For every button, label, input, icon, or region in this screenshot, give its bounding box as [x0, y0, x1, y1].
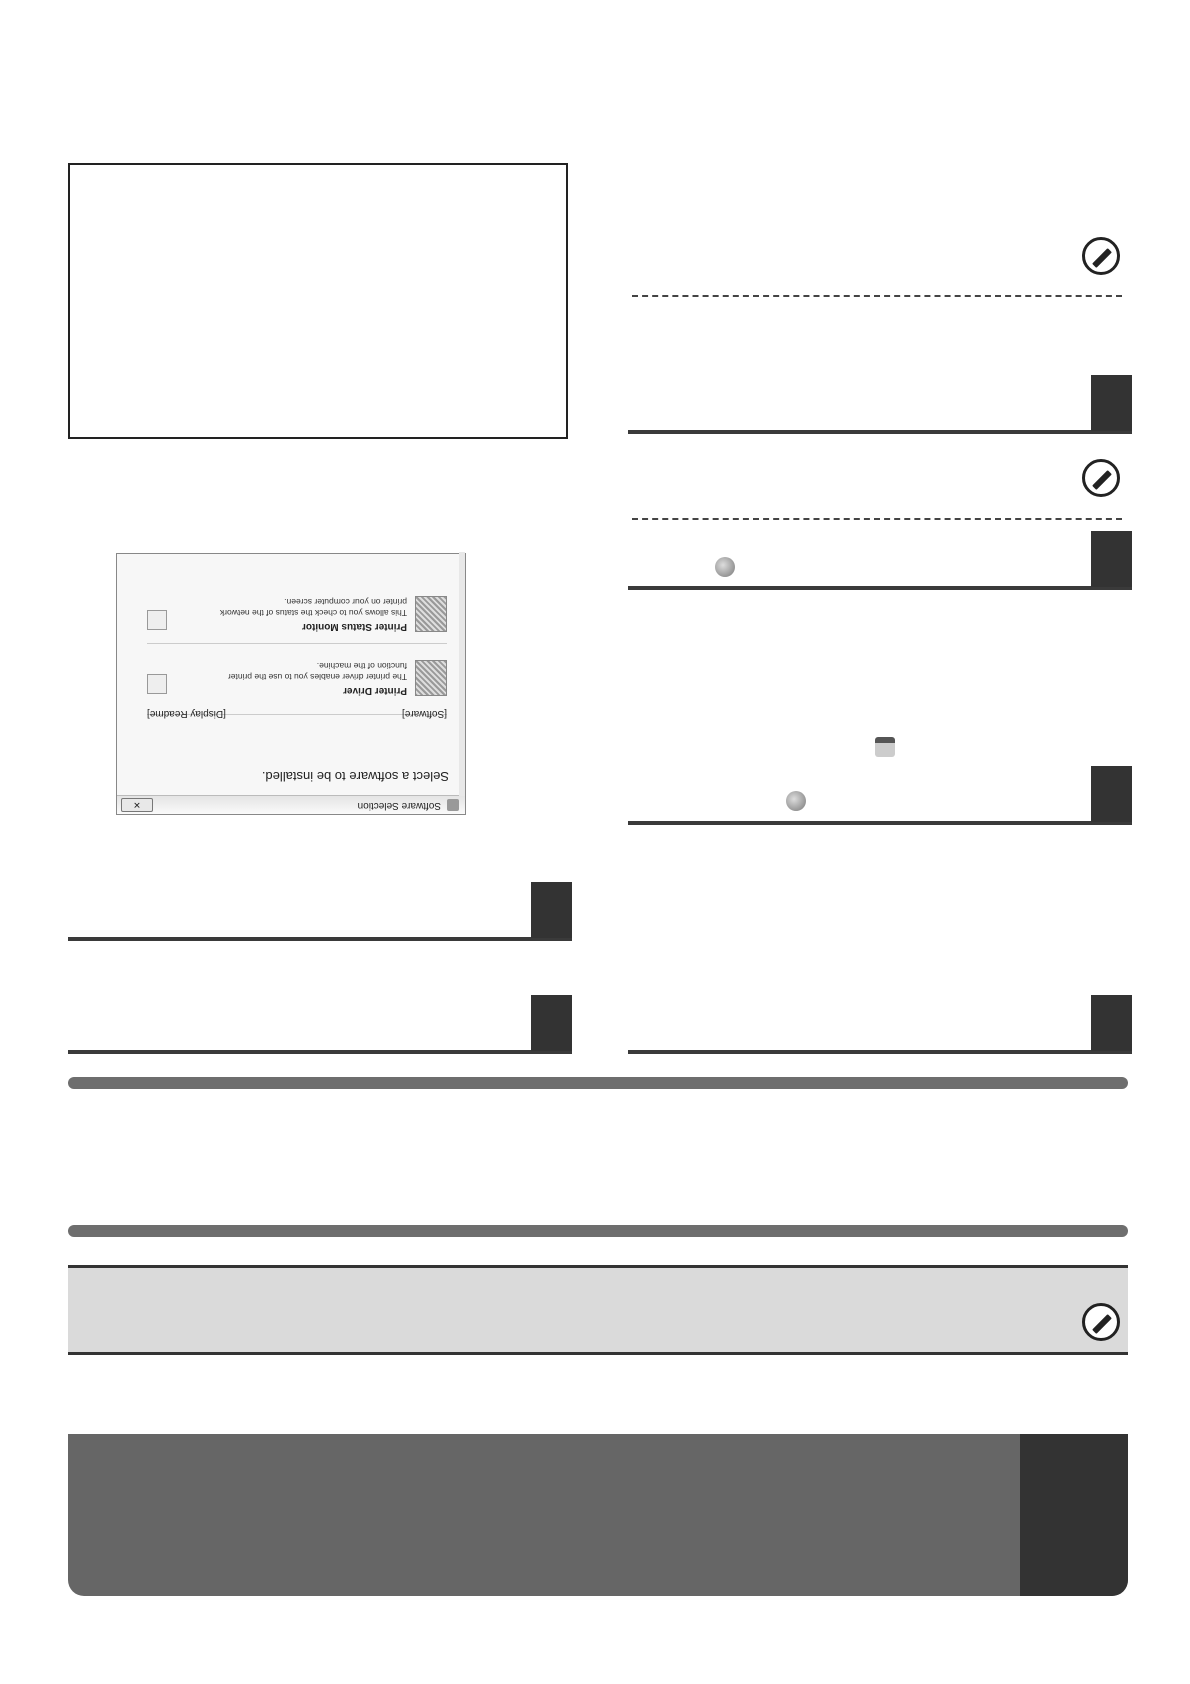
- software-selection-dialog: [116, 553, 466, 815]
- software-item-description: This allows you to check the status of the network printer on your computer screen.: [219, 597, 407, 618]
- chapter-banner: [68, 1434, 1128, 1596]
- step-header-rule: [68, 1050, 572, 1054]
- start-orb-icon: [786, 791, 806, 811]
- step-number-block: [1091, 995, 1132, 1051]
- dialog-heading: Select a software to be installed.: [261, 769, 449, 784]
- note-box: [68, 163, 568, 439]
- dialog-titlebar: [117, 795, 465, 814]
- step-header-rule: [628, 1050, 1132, 1054]
- step-number-block: [1091, 375, 1132, 431]
- step-number-block: [531, 995, 572, 1051]
- step-number-block: [531, 882, 572, 938]
- software-selection-screenshot: [116, 553, 466, 815]
- note-band: [68, 1265, 1128, 1355]
- column-readme: [Display Readme]: [147, 708, 226, 719]
- chapter-number-block: [1020, 1434, 1128, 1596]
- step-header-rule: [628, 821, 1132, 825]
- software-item-name: Printer Status Monitor: [301, 621, 407, 632]
- item-divider: [147, 643, 447, 644]
- dotted-separator: [632, 295, 1122, 297]
- column-headers: [147, 708, 447, 719]
- dotted-separator: [632, 518, 1122, 520]
- setup-icon: [715, 557, 735, 577]
- software-item-name: Printer Driver: [343, 685, 407, 696]
- readme-icon[interactable]: [147, 674, 167, 694]
- software-item-description: The printer driver enables you to use the printer function of the machine.: [227, 661, 407, 682]
- printer-driver-icon: [415, 660, 447, 696]
- software-item-status-monitor[interactable]: [147, 592, 447, 632]
- cd-drive-icon: [875, 737, 895, 757]
- section-bar: [68, 1225, 1128, 1237]
- step-number-block: [1091, 531, 1132, 587]
- status-monitor-icon: [415, 596, 447, 632]
- readme-icon[interactable]: [147, 610, 167, 630]
- step-header-rule: [628, 430, 1132, 434]
- pencil-icon: [1082, 237, 1120, 275]
- step-header-rule: [68, 937, 572, 941]
- pencil-icon: [1082, 1303, 1120, 1341]
- software-item-printer-driver[interactable]: [147, 656, 447, 696]
- dialog-title: Software Selection: [357, 800, 441, 811]
- step-header-rule: [628, 586, 1132, 590]
- column-software: [Software]: [401, 708, 447, 719]
- section-bar: [68, 1077, 1128, 1089]
- dialog-frame-edge: [459, 552, 465, 796]
- pencil-icon: [1082, 459, 1120, 497]
- app-icon: [447, 799, 459, 811]
- step-number-block: [1091, 766, 1132, 822]
- close-button[interactable]: ✕: [121, 798, 153, 812]
